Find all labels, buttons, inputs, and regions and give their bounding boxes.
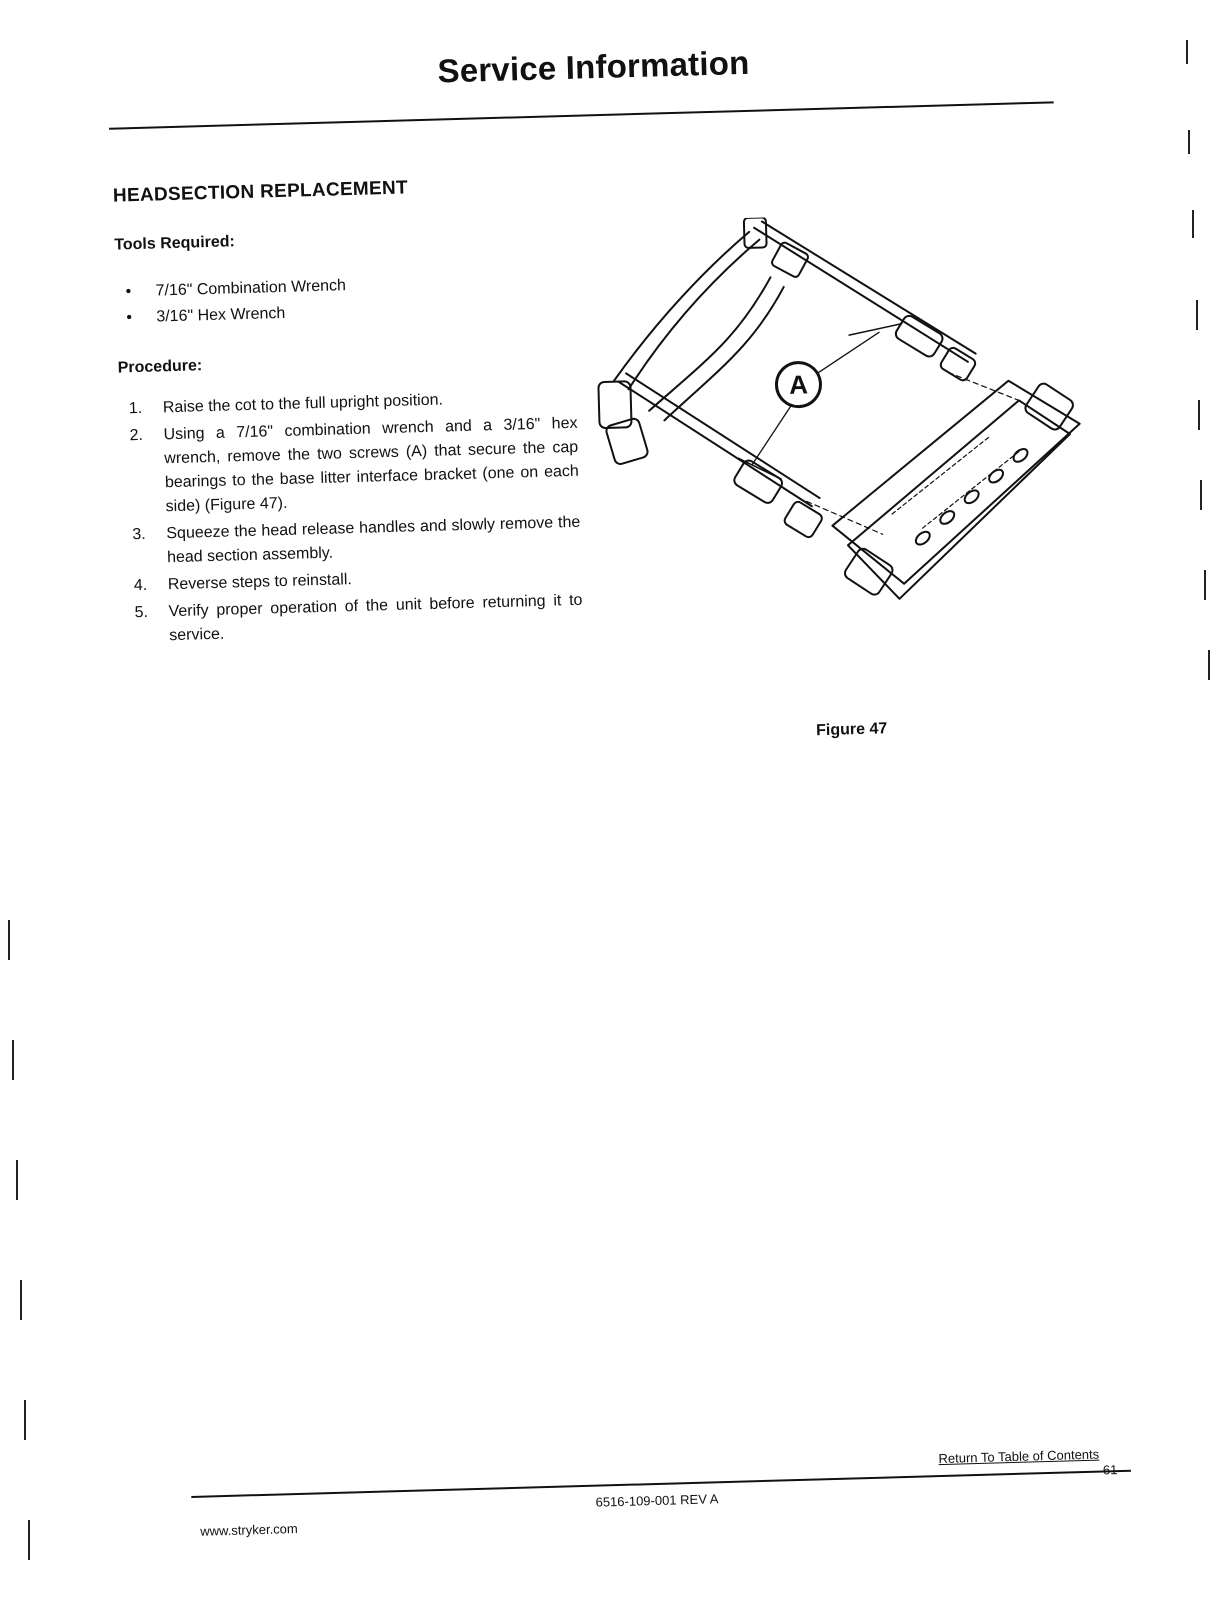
scan-mark bbox=[24, 1400, 26, 1440]
step-text: Squeeze the head release handles and slowly remove the head section assembly. bbox=[166, 513, 581, 567]
bullet-icon: • bbox=[125, 283, 132, 301]
scan-mark bbox=[28, 1520, 30, 1560]
step-number: 3. bbox=[132, 525, 146, 544]
scan-mark bbox=[1200, 480, 1202, 510]
return-to-contents-link[interactable]: Return To Table of Contents bbox=[938, 1446, 1100, 1467]
headsection-illustration bbox=[584, 209, 1095, 623]
tool-text: 3/16" Hex Wrench bbox=[156, 304, 286, 326]
step-number: 2. bbox=[129, 426, 144, 445]
header-rule bbox=[109, 101, 1054, 129]
step-text: Verify proper operation of the unit before returning it to service. bbox=[168, 591, 583, 645]
tools-list bbox=[125, 273, 347, 331]
list-item bbox=[129, 412, 580, 520]
document-number: 6516-109-001 REV A bbox=[595, 1491, 719, 1510]
bullet-icon: • bbox=[126, 309, 133, 327]
step-text: Using a 7/16" combination wrench and a 3/16" hex wrench, remove the two screws (A) that secure the cap bearings to the base litter interface bracket (one on each side) (Figure 47). bbox=[163, 414, 580, 516]
tool-text: 7/16" Combination Wrench bbox=[155, 277, 347, 300]
scan-mark bbox=[16, 1160, 18, 1200]
scan-mark bbox=[8, 920, 10, 960]
step-text: Reverse steps to reinstall. bbox=[167, 571, 353, 594]
scan-mark bbox=[1196, 300, 1198, 330]
list-item bbox=[132, 511, 581, 571]
figure-caption: Figure 47 bbox=[815, 720, 888, 740]
procedure-heading: Procedure: bbox=[117, 357, 203, 377]
scan-mark bbox=[1188, 130, 1190, 154]
callout-label: A bbox=[788, 369, 809, 400]
scan-mark bbox=[1192, 210, 1194, 238]
frame-rail bbox=[762, 216, 976, 360]
page-title: Service Information bbox=[437, 43, 750, 90]
scan-mark bbox=[1204, 570, 1206, 600]
scan-mark bbox=[1208, 650, 1210, 680]
scan-mark bbox=[12, 1040, 14, 1080]
scan-mark bbox=[1198, 400, 1200, 430]
footer-url: www.stryker.com bbox=[200, 1521, 298, 1539]
scan-mark bbox=[1186, 40, 1188, 64]
list-item bbox=[134, 589, 583, 649]
step-text: Raise the cot to the full upright position. bbox=[162, 391, 444, 417]
step-number: 1. bbox=[128, 399, 143, 418]
scan-mark bbox=[20, 1280, 22, 1320]
tools-heading: Tools Required: bbox=[114, 233, 236, 254]
step-number: 4. bbox=[133, 576, 148, 595]
step-number: 5. bbox=[134, 603, 149, 622]
list-item bbox=[126, 299, 347, 331]
procedure-steps bbox=[129, 385, 584, 652]
section-heading: HEADSECTION REPLACEMENT bbox=[112, 177, 409, 207]
page-number: 61 bbox=[1102, 1462, 1118, 1478]
